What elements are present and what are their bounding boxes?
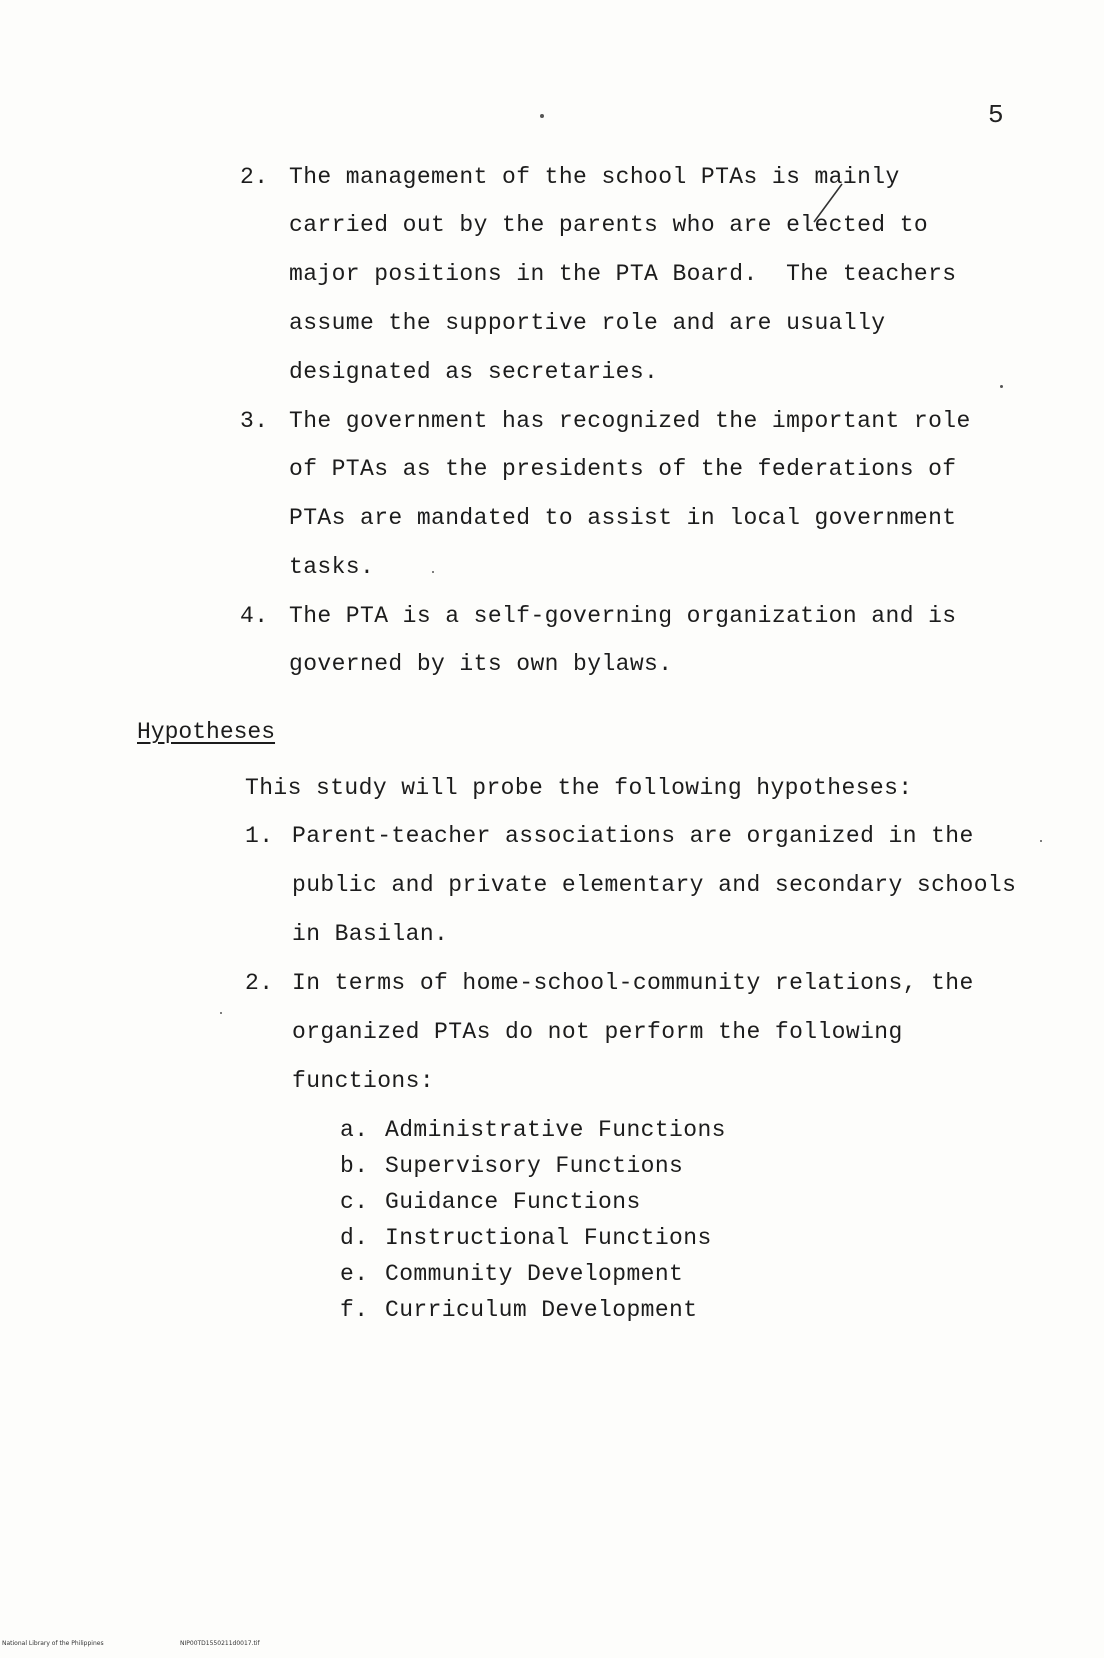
list-item-2-line-2: carried out by the parents who are elected to bbox=[289, 212, 929, 238]
function-e-label: Community Development bbox=[385, 1261, 684, 1287]
list-item-3-line-1: The government has recognized the important role bbox=[289, 408, 971, 434]
list-item-3-line-4: tasks. bbox=[289, 554, 375, 580]
hypotheses-intro: This study will probe the following hypotheses: bbox=[245, 775, 913, 801]
hypothesis-2-line-2: organized PTAs do not perform the following bbox=[292, 1019, 903, 1045]
function-d-letter: d. bbox=[340, 1225, 369, 1251]
hypothesis-1-number: 1. bbox=[245, 823, 274, 849]
scan-speck bbox=[432, 571, 434, 573]
hypothesis-2-line-1: In terms of home-school-community relations, the bbox=[292, 970, 974, 996]
list-item-2-number: 2. bbox=[240, 164, 269, 190]
list-item-2-line-4: assume the supportive role and are usually bbox=[289, 310, 886, 336]
footer-file: NIP00TD1550211d0017.tif bbox=[180, 1640, 260, 1647]
scan-speck bbox=[1040, 840, 1042, 842]
hypothesis-1-line-2: public and private elementary and secondary schools bbox=[292, 872, 1017, 898]
scan-speck bbox=[220, 1012, 222, 1014]
scan-speck bbox=[540, 114, 544, 118]
hypothesis-1-line-3: in Basilan. bbox=[292, 921, 449, 947]
function-f-label: Curriculum Development bbox=[385, 1297, 698, 1323]
list-item-4-number: 4. bbox=[240, 603, 269, 629]
page-number: 5 bbox=[988, 100, 1004, 130]
scan-speck bbox=[1000, 385, 1003, 388]
function-b-letter: b. bbox=[340, 1153, 369, 1179]
hypothesis-1-line-1: Parent-teacher associations are organized in the bbox=[292, 823, 974, 849]
list-item-4-line-2: governed by its own bylaws. bbox=[289, 651, 673, 677]
function-b-label: Supervisory Functions bbox=[385, 1153, 684, 1179]
list-item-2-line-3: major positions in the PTA Board. The teachers bbox=[289, 261, 957, 287]
list-item-2-line-5: designated as secretaries. bbox=[289, 359, 659, 385]
footer-source: National Library of the Philippines bbox=[2, 1640, 104, 1647]
list-item-4-line-1: The PTA is a self-governing organization and is bbox=[289, 603, 957, 629]
hypothesis-2-line-3: functions: bbox=[292, 1068, 435, 1094]
list-item-2-line-1: The management of the school PTAs is mainly bbox=[289, 164, 900, 190]
function-f-letter: f. bbox=[340, 1297, 369, 1323]
hypothesis-2-number: 2. bbox=[245, 970, 274, 996]
list-item-3-number: 3. bbox=[240, 408, 269, 434]
function-e-letter: e. bbox=[340, 1261, 369, 1287]
function-a-label: Administrative Functions bbox=[385, 1117, 726, 1143]
function-c-letter: c. bbox=[340, 1189, 369, 1215]
function-c-label: Guidance Functions bbox=[385, 1189, 641, 1215]
function-d-label: Instructional Functions bbox=[385, 1225, 712, 1251]
list-item-3-line-2: of PTAs as the presidents of the federations of bbox=[289, 456, 957, 482]
function-a-letter: a. bbox=[340, 1117, 369, 1143]
section-heading-hypotheses: Hypotheses bbox=[137, 719, 276, 745]
list-item-3-line-3: PTAs are mandated to assist in local government bbox=[289, 505, 957, 531]
